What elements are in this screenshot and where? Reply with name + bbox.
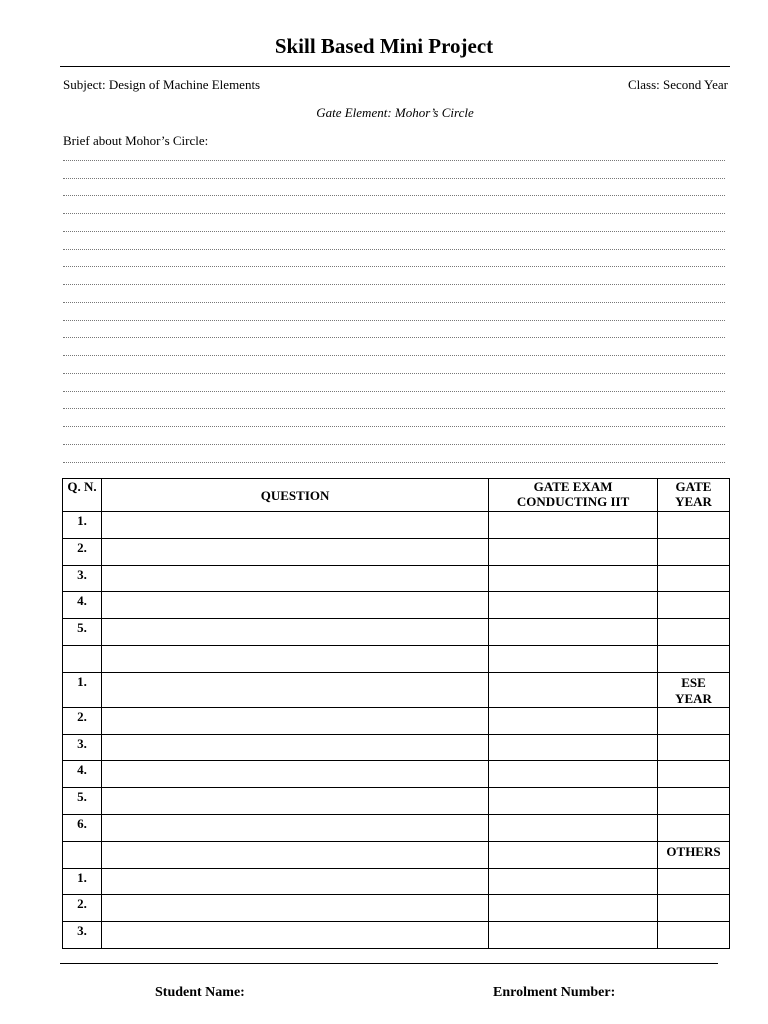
table-row — [63, 868, 730, 895]
footer-divider — [60, 963, 718, 964]
iit-cell[interactable] — [489, 512, 658, 539]
iit-cell[interactable] — [489, 761, 658, 788]
dotted-line — [63, 445, 725, 463]
question-cell[interactable] — [101, 645, 488, 672]
table-row — [63, 788, 730, 815]
iit-cell[interactable] — [489, 788, 658, 815]
student-name-label: Student Name: — [155, 985, 245, 1000]
dotted-line — [63, 338, 725, 356]
dotted-line — [63, 321, 725, 339]
year-cell[interactable] — [658, 814, 730, 841]
dotted-line — [63, 161, 725, 179]
table-row — [63, 895, 730, 922]
dotted-line — [63, 196, 725, 214]
iit-cell[interactable] — [489, 868, 658, 895]
subject-text: Subject: Design of Machine Elements — [63, 77, 261, 92]
table-row — [63, 922, 730, 949]
question-cell[interactable] — [101, 538, 488, 565]
iit-cell[interactable] — [489, 645, 658, 672]
year-cell[interactable] — [658, 592, 730, 619]
question-cell[interactable] — [101, 814, 488, 841]
year-cell[interactable] — [658, 788, 730, 815]
dotted-line — [63, 392, 725, 410]
question-cell[interactable] — [101, 512, 488, 539]
year-cell[interactable] — [658, 868, 730, 895]
table-row-spacer — [63, 841, 730, 868]
year-cell[interactable] — [658, 565, 730, 592]
row-number: 4. — [63, 761, 102, 788]
dotted-line — [63, 427, 725, 445]
question-cell[interactable] — [101, 922, 488, 949]
dotted-line — [63, 356, 725, 374]
row-number: 1. — [63, 512, 102, 539]
brief-writing-area[interactable] — [63, 143, 725, 463]
year-cell[interactable] — [658, 619, 730, 646]
row-number: 2. — [63, 538, 102, 565]
table-row — [63, 592, 730, 619]
question-cell[interactable] — [101, 788, 488, 815]
dotted-line — [63, 179, 725, 197]
ese-year-label: ESE YEAR — [658, 672, 730, 707]
dotted-line — [63, 267, 725, 285]
dotted-line — [63, 143, 725, 161]
question-cell[interactable] — [101, 707, 488, 734]
row-number: 1. — [63, 672, 102, 707]
brief-label: Brief about Mohor’s Circle: — [63, 133, 209, 148]
dotted-line — [63, 232, 725, 250]
row-number: 3. — [63, 734, 102, 761]
year-cell[interactable] — [658, 645, 730, 672]
class-text: Class: Second Year — [627, 77, 728, 92]
iit-cell[interactable] — [489, 592, 658, 619]
iit-cell[interactable] — [489, 814, 658, 841]
iit-cell[interactable] — [489, 922, 658, 949]
row-number — [63, 645, 102, 672]
header-gate-year: GATE YEAR — [658, 479, 730, 512]
question-cell[interactable] — [101, 868, 488, 895]
question-cell[interactable] — [101, 592, 488, 619]
questions-table — [62, 478, 730, 949]
iit-cell[interactable] — [489, 538, 658, 565]
table-header-row — [63, 479, 730, 512]
header-conducting-iit: GATE EXAM CONDUCTING IIT — [489, 479, 658, 512]
page-title: Skill Based Mini Project — [274, 34, 494, 58]
table-row — [63, 538, 730, 565]
others-label: OTHERS — [658, 841, 730, 868]
question-cell[interactable] — [101, 761, 488, 788]
table-row — [63, 734, 730, 761]
dotted-line — [63, 303, 725, 321]
row-number — [63, 841, 102, 868]
row-number: 2. — [63, 895, 102, 922]
table-row — [63, 565, 730, 592]
iit-cell[interactable] — [489, 565, 658, 592]
table-row-spacer — [63, 645, 730, 672]
dotted-line — [63, 250, 725, 268]
header-qn: Q. N. — [63, 479, 102, 512]
year-cell[interactable] — [658, 761, 730, 788]
enrolment-number-label: Enrolment Number: — [493, 985, 616, 1000]
iit-cell[interactable] — [489, 619, 658, 646]
year-cell[interactable] — [658, 922, 730, 949]
dotted-line — [63, 409, 725, 427]
row-number: 3. — [63, 922, 102, 949]
question-cell[interactable] — [101, 565, 488, 592]
year-cell[interactable] — [658, 538, 730, 565]
iit-cell[interactable] — [489, 734, 658, 761]
question-cell[interactable] — [101, 841, 488, 868]
gate-element-text: Gate Element: Mohor’s Circle — [316, 105, 474, 120]
iit-cell[interactable] — [489, 672, 658, 707]
question-cell[interactable] — [101, 619, 488, 646]
table-row — [63, 619, 730, 646]
header-question: QUESTION — [101, 479, 488, 512]
row-number: 6. — [63, 814, 102, 841]
iit-cell[interactable] — [489, 841, 658, 868]
iit-cell[interactable] — [489, 707, 658, 734]
header-divider — [60, 66, 730, 67]
year-cell[interactable] — [658, 707, 730, 734]
question-cell[interactable] — [101, 672, 488, 707]
table-row — [63, 707, 730, 734]
table-row — [63, 672, 730, 707]
table-row — [63, 814, 730, 841]
question-cell[interactable] — [101, 895, 488, 922]
year-cell[interactable] — [658, 512, 730, 539]
year-cell[interactable] — [658, 734, 730, 761]
iit-cell[interactable] — [489, 895, 658, 922]
question-cell[interactable] — [101, 734, 488, 761]
table-row — [63, 761, 730, 788]
row-number: 3. — [63, 565, 102, 592]
row-number: 5. — [63, 619, 102, 646]
row-number: 5. — [63, 788, 102, 815]
table-row — [63, 512, 730, 539]
dotted-line — [63, 374, 725, 392]
year-cell[interactable] — [658, 895, 730, 922]
dotted-line — [63, 285, 725, 303]
row-number: 2. — [63, 707, 102, 734]
dotted-line — [63, 214, 725, 232]
row-number: 4. — [63, 592, 102, 619]
row-number: 1. — [63, 868, 102, 895]
